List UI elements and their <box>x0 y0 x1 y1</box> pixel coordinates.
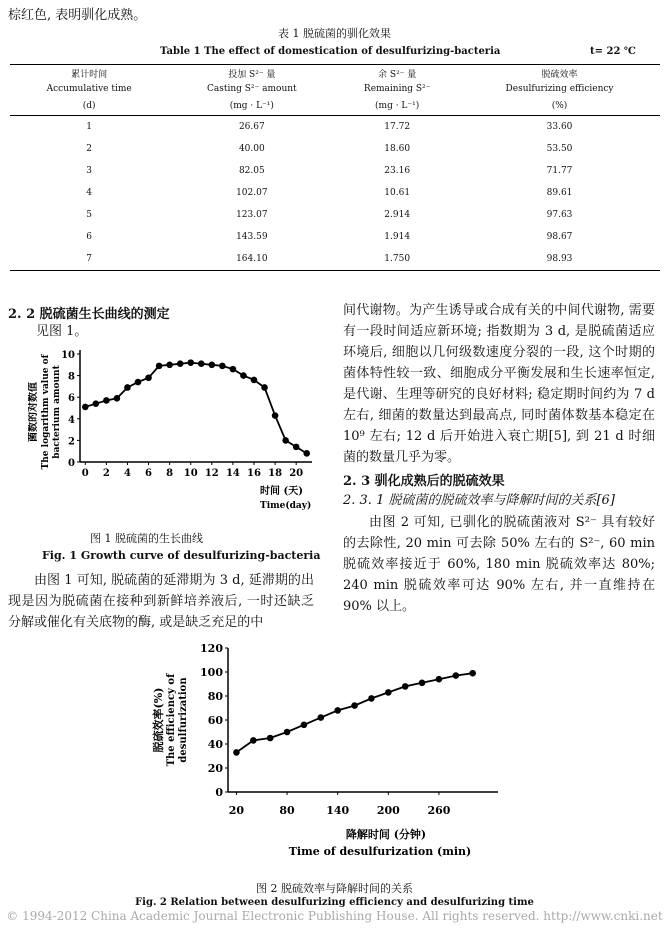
table-cell: 2 <box>86 144 93 154</box>
table-cell: 102.07 <box>236 188 268 198</box>
figure-2-efficiency-chart <box>150 640 510 870</box>
see-figure-1: 见图 1。 <box>36 324 88 339</box>
table-cell: 3 <box>86 166 93 176</box>
data-point <box>318 714 325 721</box>
data-point <box>187 359 194 366</box>
col-header-time-zh: 累计时间 <box>10 65 168 82</box>
col-header-remaining-zh: 余 S²⁻ 量 <box>335 65 459 82</box>
y-axis-label-zh: 脱硫效率(%) <box>152 687 165 753</box>
y-axis-label-en-1: The efficiency of <box>166 673 177 767</box>
table-row <box>10 204 660 226</box>
data-point <box>124 384 131 391</box>
col-header-casting-zh: 投加 S²⁻ 量 <box>168 65 335 82</box>
x-axis-label-en: Time of desulfurization (min) <box>288 845 472 858</box>
data-point <box>233 749 240 756</box>
data-point <box>209 362 216 369</box>
data-point <box>301 722 308 729</box>
col-unit-remaining: (mg · L⁻¹) <box>335 97 459 116</box>
data-point <box>114 395 121 402</box>
y-tick-label: 80 <box>207 690 223 703</box>
data-point <box>267 735 274 742</box>
table-cell: 98.67 <box>546 232 573 242</box>
x-tick-label: 0 <box>81 468 89 479</box>
table-cell: 26.67 <box>238 122 265 132</box>
table-row <box>10 160 660 182</box>
y-tick-label: 4 <box>68 414 75 426</box>
x-tick-label: 140 <box>326 804 350 817</box>
table-title-zh: 表 1 脱硫菌的驯化效果 <box>278 27 391 40</box>
data-point <box>240 372 247 379</box>
data-point <box>166 362 173 369</box>
table-row <box>10 226 660 248</box>
table-cell: 6 <box>86 232 93 242</box>
y-axis-label-en-2: bacterium amount <box>52 365 62 459</box>
data-point <box>251 377 258 384</box>
table-cell: 1.914 <box>384 232 411 242</box>
y-tick-label: 10 <box>61 350 75 361</box>
figure-1-growth-curve <box>28 342 318 514</box>
data-point <box>284 729 291 736</box>
table-row <box>10 182 660 204</box>
x-tick-label: 12 <box>204 468 219 479</box>
x-tick-label: 6 <box>145 468 153 479</box>
section-heading-2-3-1: 2. 3. 1 脱硫菌的脱硫效率与降解时间的关系[6] <box>343 493 615 508</box>
data-point <box>198 360 205 367</box>
table-row <box>10 116 660 139</box>
data-point <box>368 695 375 702</box>
col-header-efficiency-zh: 脱硫效率 <box>459 65 660 82</box>
x-tick-label: 10 <box>183 468 198 479</box>
y-axis-label-zh: 菌数的对数值 <box>28 382 39 442</box>
domestication-table <box>10 64 660 271</box>
table-cell: 5 <box>86 210 93 220</box>
data-point <box>419 680 426 687</box>
data-point <box>385 689 392 696</box>
right-paragraph-1: 间代谢物。为产生诱导或合成有关的中间代谢物, 需要有一段时间适应新环境; 指数期为 3 d, 是脱硫菌适应环境后, 细胞以几何级数速度分裂的一段, 这个时期的菌体特性较一致、细胞成分平衡发展和生长速率恒定, 是代谢、生理等研究的良好材料; 稳定期时间约为 7 d 左右, 细菌的数量达到最高点, 同时菌体数基本稳定在 10⁹ 左右; 12 d 后开始进入衰亡期[5], 到 21 d 时细菌的数量几乎为零。 <box>343 303 655 465</box>
left-paragraph: 由图 1 可知, 脱硫菌的延滞期为 3 d, 延滞期的出现是因为脱硫菌在接种到新鲜培养液后, 一时还缺乏分解或催化有关底物的酶, 或是缺乏充足的中 <box>8 573 314 630</box>
x-tick-label: 18 <box>268 468 283 479</box>
table-cell: 4 <box>86 188 93 198</box>
right-paragraph-2: 由图 2 可知, 已驯化的脱硫菌液对 S²⁻ 具有较好的去除性, 20 min 可去除 50% 左右的 S²⁻, 60 min 脱硫效率接近于 60%, 180 min 脱硫效率达 80%; 240 min 脱硫效率可达 90% 左右, 并一直维持在 90% 以上。 <box>343 515 655 614</box>
table-cell: 143.59 <box>236 232 268 242</box>
data-point <box>82 404 89 411</box>
section-heading-2-3: 2. 3 驯化成熟后的脱硫效果 <box>343 474 505 489</box>
table-cell: 7 <box>10 248 168 271</box>
x-tick-label: 16 <box>247 468 261 479</box>
y-tick-label: 0 <box>215 786 223 799</box>
table-cell: 164.10 <box>168 248 335 271</box>
table-cell: 71.77 <box>546 166 573 176</box>
figure-2-caption-en: Fig. 2 Relation between desulfurizing efficiency and desulfurizing time <box>135 897 534 908</box>
x-tick-label: 14 <box>225 468 240 479</box>
table-cell: 2.914 <box>384 210 411 220</box>
x-tick-label: 20 <box>228 804 245 817</box>
data-point <box>282 437 289 444</box>
data-point <box>219 363 226 370</box>
x-tick-label: 20 <box>289 468 304 479</box>
data-point <box>261 384 268 391</box>
data-point <box>103 397 110 404</box>
table-cell: 82.05 <box>238 166 265 176</box>
figure-2-caption-zh: 图 2 脱硫效率与降解时间的关系 <box>256 882 413 895</box>
data-point <box>156 363 163 370</box>
y-tick-label: 6 <box>68 393 75 405</box>
y-tick-label: 100 <box>200 666 223 679</box>
table-cell: 98.93 <box>459 248 660 271</box>
data-point <box>272 412 279 419</box>
col-header-casting-en: Casting S²⁻ amount <box>206 84 297 94</box>
section-heading-2-2: 2. 2 脱硫菌生长曲线的测定 <box>8 307 170 322</box>
table-cell: 97.63 <box>546 210 573 220</box>
col-unit-time: (d) <box>10 97 168 116</box>
table-cell: 1.750 <box>335 248 459 271</box>
data-point <box>135 379 142 386</box>
y-tick-label: 0 <box>68 458 75 469</box>
table-cell: 18.60 <box>384 144 411 154</box>
table-cell: 53.50 <box>546 144 573 154</box>
growth-curve-line <box>85 363 306 454</box>
x-axis-label-zh: 降解时间 (分钟) <box>345 828 427 841</box>
data-point <box>334 707 341 714</box>
y-axis-label-en-2: desulfurization <box>178 677 189 763</box>
table-row <box>10 138 660 160</box>
table-cell: 33.60 <box>546 122 573 132</box>
y-tick-label: 2 <box>68 436 75 448</box>
table-cell: 17.72 <box>384 122 411 132</box>
data-point <box>351 702 358 709</box>
data-point <box>469 670 476 677</box>
y-tick-label: 60 <box>207 714 223 727</box>
figure-1-caption-en: Fig. 1 Growth curve of desulfurizing-bacteria <box>42 549 321 562</box>
data-point <box>436 676 443 683</box>
x-tick-label: 4 <box>123 468 131 479</box>
data-point <box>145 374 152 381</box>
data-point <box>293 444 300 451</box>
table-cell: 23.16 <box>384 166 411 176</box>
data-point <box>402 683 409 690</box>
table-cell: 89.61 <box>546 188 573 198</box>
col-header-remaining-en: Remaining S²⁻ <box>363 84 431 94</box>
y-axis-label-en-1: The logarithm value of <box>41 354 51 470</box>
x-tick-label: 80 <box>279 804 295 817</box>
y-tick-label: 120 <box>200 642 223 655</box>
y-tick-label: 40 <box>207 738 223 751</box>
y-tick-label: 20 <box>207 762 223 775</box>
x-axis-label-en: Time(day) <box>260 501 312 511</box>
x-tick-label: 260 <box>427 804 451 817</box>
table-temperature: t= 22 ℃ <box>590 46 636 57</box>
top-line: 棕红色, 表明驯化成熟。 <box>8 8 147 23</box>
x-tick-label: 8 <box>166 468 174 479</box>
data-point <box>250 737 257 744</box>
table-cell: 1 <box>86 122 93 132</box>
col-unit-casting: (mg · L⁻¹) <box>168 97 335 116</box>
table-cell: 40.00 <box>238 144 265 154</box>
copyright-footer: © 1994-2012 China Academic Journal Electronic Publishing House. All rights reserved. http://www.cnki.net <box>6 909 663 923</box>
data-point <box>93 400 100 407</box>
col-header-time-en: Accumulative time <box>46 84 132 94</box>
x-axis-label-zh: 时间 (天) <box>260 486 303 497</box>
y-tick-label: 8 <box>68 371 75 383</box>
col-unit-efficiency: (%) <box>459 97 660 116</box>
table-title-en: Table 1 The effect of domestication of desulfurizing-bacteria <box>160 46 501 57</box>
col-header-efficiency-en: Desulfurizing efficiency <box>505 84 614 94</box>
data-point <box>177 360 184 367</box>
data-point <box>230 366 237 373</box>
data-point <box>453 672 460 679</box>
table-cell: 10.61 <box>384 188 411 198</box>
x-tick-label: 2 <box>102 468 110 479</box>
figure-1-caption-zh: 图 1 脱硫菌的生长曲线 <box>90 532 203 545</box>
table-row <box>10 248 660 271</box>
table-cell: 123.07 <box>236 210 268 220</box>
x-tick-label: 200 <box>376 804 400 817</box>
data-point <box>303 450 310 457</box>
